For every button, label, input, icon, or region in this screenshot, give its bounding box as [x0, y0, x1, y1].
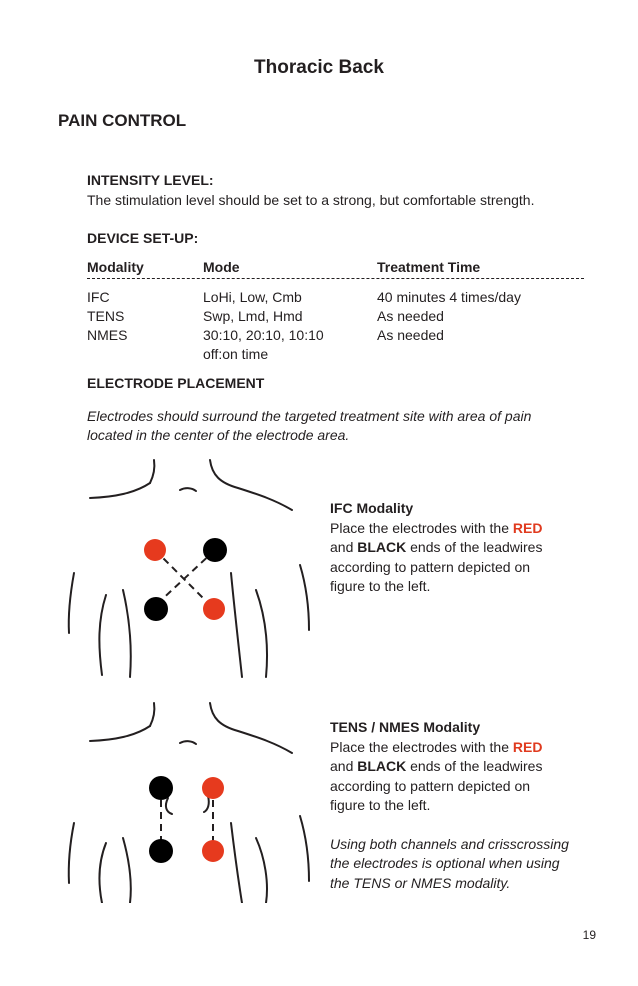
table-cell-time: 40 minutes 4 times/day [377, 289, 521, 305]
ifc-caption-text: and [330, 539, 358, 555]
black-electrode [149, 839, 173, 863]
red-electrode [202, 777, 224, 799]
tens-caption-text: and [330, 758, 358, 774]
red-electrode [144, 539, 166, 561]
ifc-caption [330, 499, 590, 597]
placement-text-line-1: Electrodes should surround the targeted treatment site with area of pain [87, 408, 532, 424]
black-keyword: BLACK [357, 758, 407, 774]
page-title: Thoracic Back [254, 57, 384, 78]
ifc-caption-title: IFC Modality [330, 500, 414, 516]
placement-text-line-2: located in the center of the electrode area. [87, 427, 350, 443]
ifc-caption-line-3: according to pattern depicted on [330, 558, 531, 575]
tens-caption [330, 718, 590, 893]
tens-note-line-3: the TENS or NMES modality. [330, 874, 511, 891]
tens-electrode-diagram [60, 698, 320, 903]
black-electrode [144, 597, 168, 621]
red-keyword: RED [512, 519, 543, 536]
table-header-divider [87, 278, 584, 279]
ifc-caption-text: ends of the leadwires [406, 539, 543, 555]
tens-caption-line-1 [330, 738, 590, 758]
table-cell-time: As needed [377, 308, 444, 324]
table-cell-modality: IFC [87, 289, 110, 305]
tens-caption-line-3: according to pattern depicted on [330, 777, 531, 794]
column-header-modality: Modality [87, 259, 144, 275]
column-header-mode: Mode [203, 259, 240, 275]
caption-spacer [330, 816, 590, 835]
section-heading: PAIN CONTROL [58, 111, 187, 130]
tens-caption-title: TENS / NMES Modality [330, 719, 481, 735]
tens-caption-line-4: figure to the left. [330, 797, 431, 813]
ifc-caption-line-4: figure to the left. [330, 578, 431, 594]
red-electrode [202, 840, 224, 862]
page-number: 19 [582, 928, 596, 942]
device-setup-heading: DEVICE SET-UP: [87, 230, 199, 246]
table-cell-modality: TENS [87, 308, 125, 324]
tens-note-line-1: Using both channels and crisscrossing [330, 835, 569, 852]
ifc-electrode-diagram [60, 455, 320, 680]
ifc-caption-line-1 [330, 519, 590, 539]
leadwire-black-pair [156, 550, 215, 605]
table-cell-mode: 30:10, 20:10, 10:10 [203, 327, 324, 343]
table-cell-mode: LoHi, Low, Cmb [203, 289, 302, 305]
back-outline [69, 703, 309, 903]
red-electrode [203, 598, 225, 620]
black-electrode [149, 776, 173, 800]
black-electrode [203, 538, 227, 562]
tens-caption-text: ends of the leadwires [406, 758, 543, 774]
column-header-treatment-time: Treatment Time [377, 259, 481, 275]
table-cell-time: As needed [377, 327, 444, 343]
ifc-caption-line-2 [330, 538, 590, 558]
table-cell-mode-note: off:on time [203, 346, 269, 362]
tens-caption-text: Place the electrodes with the [330, 738, 513, 755]
intensity-heading: INTENSITY LEVEL: [87, 172, 214, 188]
back-outline [69, 460, 309, 677]
table-cell-mode: Swp, Lmd, Hmd [203, 308, 303, 324]
red-keyword: RED [512, 738, 543, 755]
table-cell-modality: NMES [87, 327, 128, 343]
tens-note-line-2: the electrodes is optional when using [330, 855, 560, 871]
leadwire-lines [155, 550, 215, 605]
ifc-caption-text: Place the electrodes with the [330, 519, 513, 536]
electrode-placement-heading: ELECTRODE PLACEMENT [87, 375, 265, 391]
tens-caption-line-2 [330, 757, 590, 777]
black-keyword: BLACK [357, 539, 407, 555]
intensity-text: The stimulation level should be set to a strong, but comfortable strength. [87, 192, 535, 208]
